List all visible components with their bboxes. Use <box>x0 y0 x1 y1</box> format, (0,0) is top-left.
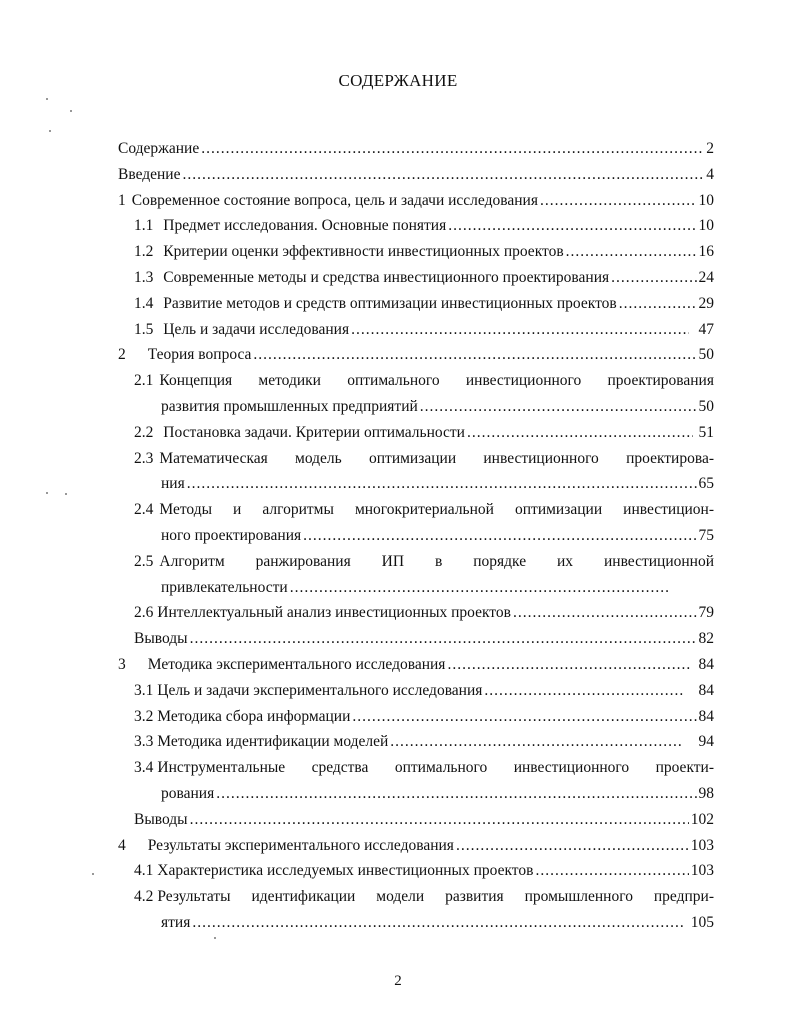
toc-entry-number: 3 <box>118 655 126 673</box>
toc-entry-page: 47 <box>698 320 714 338</box>
toc-entry-page: 75 <box>698 526 714 544</box>
toc-entry-page: 50 <box>698 346 714 364</box>
toc-entry-page: 82 <box>698 630 714 648</box>
toc-entry-text: Теория вопроса <box>147 346 252 364</box>
toc-entry[interactable] <box>118 549 714 601</box>
toc-entry-text-continued: ния <box>161 475 185 493</box>
dot-leader <box>611 265 696 291</box>
toc-entry-text: Методика идентификации моделей <box>157 733 389 751</box>
toc-entry-number: 3.3 <box>134 733 154 751</box>
dot-leader <box>448 213 696 239</box>
toc-entry-page: 65 <box>698 475 714 493</box>
toc-entry-number: 2 <box>118 346 126 364</box>
toc-entry-text: Методика сбора информации <box>157 707 351 725</box>
toc-entry-number: 4.2 <box>134 888 154 906</box>
toc-entry-page: 10 <box>698 191 714 209</box>
dot-leader <box>456 833 689 859</box>
toc-entry-number: 3.1 <box>134 681 154 699</box>
dot-leader <box>535 858 688 884</box>
toc-entry[interactable] <box>118 317 714 343</box>
toc-entry-text: Постановка задачи. Критерии оптимальности <box>163 423 465 441</box>
dot-leader <box>192 910 682 936</box>
toc-entry-number: 3.2 <box>134 707 154 725</box>
dot-leader <box>351 317 688 343</box>
toc-entry-text: Цель и задачи экспериментального исследования <box>157 681 483 699</box>
toc-entry-page: 103 <box>690 836 714 854</box>
toc-entry-text: Предмет исследования. Основные понятия <box>163 217 447 235</box>
scan-speck <box>49 130 51 132</box>
toc-entry-page: 94 <box>698 733 714 751</box>
toc-entry-number: 3.4 <box>134 759 154 777</box>
toc-entry-text: Математическая модель оптимизации инвестиционного проектирова- <box>159 449 714 467</box>
toc-entry-page: 24 <box>698 268 714 286</box>
toc-entry-text: Результаты идентификации модели развития промышленного предпри- <box>157 888 714 906</box>
toc-entry[interactable] <box>118 342 714 368</box>
toc-entry[interactable] <box>118 239 714 265</box>
toc-entry-text-continued: рования <box>161 784 215 802</box>
dot-leader <box>201 136 704 162</box>
toc-entry-page: 51 <box>698 423 714 441</box>
dot-leader <box>253 342 696 368</box>
toc-entry[interactable] <box>118 807 714 833</box>
dot-leader <box>352 704 696 730</box>
toc-entry[interactable] <box>118 755 714 807</box>
toc-entry-page: 84 <box>698 681 714 699</box>
toc-entry-page: 84 <box>698 655 714 673</box>
toc-entry-page: 4 <box>706 165 714 183</box>
toc-entry[interactable] <box>118 188 714 214</box>
toc-entry-text: Результаты экспериментального исследования <box>147 836 454 854</box>
toc-entry-text: Выводы <box>134 810 188 828</box>
dot-leader <box>187 471 697 497</box>
toc-entry-number: 2.5 <box>134 552 154 570</box>
toc-entry-text: Современные методы и средства инвестиционного проектирования <box>163 268 610 286</box>
toc-entry-text: Цель и задачи исследования <box>163 320 350 338</box>
toc-entry[interactable] <box>118 213 714 239</box>
toc-entry-text-continued: развития промышленных предприятий <box>161 397 418 415</box>
toc-entry[interactable] <box>118 136 714 162</box>
toc-entry-text-continued: ного проектирования <box>161 526 302 544</box>
toc-entry-number: 1.5 <box>134 320 154 338</box>
toc-entry[interactable] <box>118 600 714 626</box>
toc-entry-text: Инструментальные средства оптимального инвестиционного проекти- <box>157 759 714 777</box>
toc-entry-number: 2.6 И <box>134 604 169 622</box>
toc-entry-page: 2 <box>706 140 714 157</box>
toc-entry[interactable] <box>118 678 714 704</box>
dot-leader <box>420 394 697 420</box>
toc-entry-page: 98 <box>698 784 714 802</box>
toc-entry-number: 1.2 <box>134 243 154 261</box>
toc-entry-page: 102 <box>690 810 714 828</box>
toc-entry-text: Выводы <box>134 630 188 648</box>
toc-entry-number: 2.3 <box>134 449 154 467</box>
dot-leader <box>182 162 704 188</box>
toc-entry[interactable] <box>118 497 714 549</box>
scan-speck <box>65 493 67 495</box>
toc-entry-text: Современное состояние вопроса, цель и задачи исследования <box>131 191 538 209</box>
dot-leader <box>447 652 690 678</box>
toc-entry[interactable] <box>118 858 714 884</box>
dot-leader <box>540 188 697 214</box>
scan-speck <box>46 98 48 100</box>
dot-leader <box>216 781 696 807</box>
dot-leader <box>390 729 682 755</box>
toc-entry[interactable] <box>118 420 714 446</box>
table-of-contents <box>118 136 714 936</box>
toc-entry[interactable] <box>118 704 714 730</box>
toc-entry-text: Алгоритм ранжирования ИП в порядке их инвестиционной <box>159 552 714 570</box>
page-title: СОДЕРЖАНИЕ <box>338 71 458 90</box>
toc-entry-page: 10 <box>698 217 714 235</box>
toc-entry[interactable] <box>118 446 714 498</box>
toc-entry[interactable] <box>118 162 714 188</box>
toc-entry-text: Критерии оценки эффективности инвестиционных проектов <box>163 243 564 261</box>
toc-entry-text-continued: привлекательности <box>161 578 288 596</box>
toc-entry-page: 79 <box>698 604 714 622</box>
toc-entry[interactable] <box>118 884 714 936</box>
toc-entry-text-continued: ятия <box>161 913 191 931</box>
toc-entry-page: 84 <box>698 707 714 725</box>
toc-entry-number: 2.4 <box>134 501 154 519</box>
dot-leader <box>303 523 696 549</box>
toc-entry-text: Содержание <box>118 140 200 157</box>
page-number: 2 <box>394 973 402 989</box>
toc-entry-text: Развитие методов и средств оптимизации инвестиционных проектов <box>163 294 617 312</box>
toc-entry-text: Методика экспериментального исследования <box>147 655 446 673</box>
toc-entry[interactable] <box>118 626 714 652</box>
toc-entry-page: 50 <box>698 397 714 415</box>
toc-entry-page: 103 <box>690 862 714 880</box>
toc-entry-page: 105 <box>690 913 714 931</box>
dot-leader <box>566 239 697 265</box>
dot-leader <box>467 420 693 446</box>
toc-entry-text: Характеристика исследуемых инвестиционных проектов <box>157 862 534 880</box>
toc-entry[interactable] <box>118 833 714 859</box>
dot-leader <box>190 626 697 652</box>
dot-leader <box>513 600 697 626</box>
toc-entry-number: 2.2 <box>134 423 154 441</box>
dot-leader <box>190 807 689 833</box>
scan-speck <box>70 110 72 112</box>
toc-entry-number: 1.4 <box>134 294 154 312</box>
toc-entry[interactable] <box>118 368 714 420</box>
dot-leader <box>290 575 668 601</box>
dot-leader <box>484 678 682 704</box>
toc-entry-number: 1.1 <box>134 217 154 235</box>
toc-entry-text: Концепция методики оптимального инвестиционного проектирования <box>159 372 714 390</box>
toc-entry-text: Методы и алгоритмы многокритериальной оптимизации инвестицион- <box>159 501 714 519</box>
toc-entry-number: 4 <box>118 836 126 854</box>
toc-entry[interactable] <box>118 652 714 678</box>
toc-entry-number: 1.3 <box>134 268 154 286</box>
toc-entry[interactable] <box>118 291 714 317</box>
toc-entry[interactable] <box>118 729 714 755</box>
scan-speck <box>46 492 48 494</box>
toc-entry-text: нтеллектуальный анализ инвестиционных проектов <box>168 604 511 622</box>
scan-speck <box>214 937 216 939</box>
toc-entry-number: 4.1 <box>134 862 154 880</box>
toc-entry-text: Введение <box>118 165 181 183</box>
dot-leader <box>619 291 697 317</box>
toc-entry-number: 1 <box>118 191 126 209</box>
toc-entry[interactable] <box>118 265 714 291</box>
toc-entry-number: 2.1 <box>134 372 154 390</box>
scan-speck <box>92 873 94 875</box>
toc-entry-page: 16 <box>698 243 714 261</box>
toc-entry-page: 29 <box>698 294 714 312</box>
